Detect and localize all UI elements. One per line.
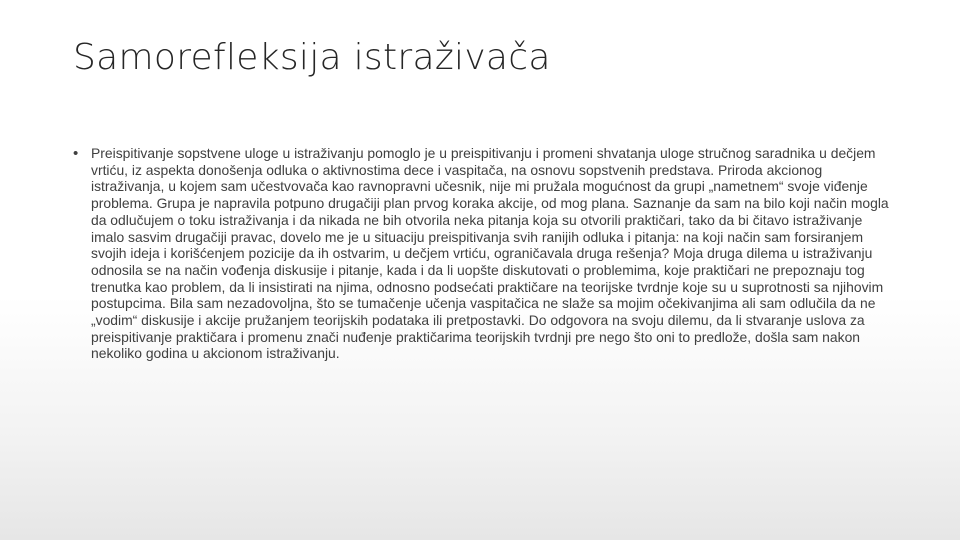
- slide-title: Samorefleksija istraživača: [73, 37, 551, 78]
- slide-content: [73, 145, 895, 445]
- bullet-icon: •: [73, 145, 79, 162]
- body-paragraph: Preispitivanje sopstvene uloge u istraživanju pomoglo je u preispitivanju i promeni shvatanja uloge stručnog saradnika u dečjem vrtiću, iz aspekta donošenja odluka o aktivnostima dece i vaspitača, na osnovu sopstvenih predstava. Priroda akcionog istraživanja, u kojem sam učestvovača kao ravnopravni učesnik, nije mi pružala mogućnost da grupi „nametnem“ svoje viđenje problema. Grupa je napravila potpuno drugačiji plan prvog koraka akcije, od mog plana. Saznanje da sam na bilo koji način mogla da odlučujem o toku istraživanja i da nikada ne bih otvorila neka pitanja koja su otvorili praktičari, tako da bi čitavo istraživanje imalo sasvim drugačiji pravac, dovelo me je u situaciju preispitivanja svih ranijih odluka i pitanja: na koji način sam forsiranjem svojih ideja i korišćenjem pozicije da ih ostvarim, u dečjem vrtiću, ograničavala druga rešenja? Moja druga dilema u istraživanju odnosila se na način vođenja diskusije i pitanje, kada i da li uopšte diskutovati o problemima, koje praktičari ne prepoznaju tog trenutka kao problem, da li insistirati na njima, odnosno podsećati praktičare na teorijske tvrdnje koje su u suprotnosti sa njihovim postupcima. Bila sam nezadovoljna, što se tumačenje učenja vaspitačica ne slaže sa mojim očekivanjima ali sam odlučila da ne „vodim“ diskusije i akcije pružanjem teorijskih podataka ili pretpostavki. Do odgovora na svoju dilemu, da li stvaranje uslova za preispitivanje praktičara i promenu znači nuđenje praktičarima teorijskih tvrdnji pre nego što oni to predlože, došla sam nakon nekoliko godina u akcionom istraživanju.: [91, 145, 889, 362]
